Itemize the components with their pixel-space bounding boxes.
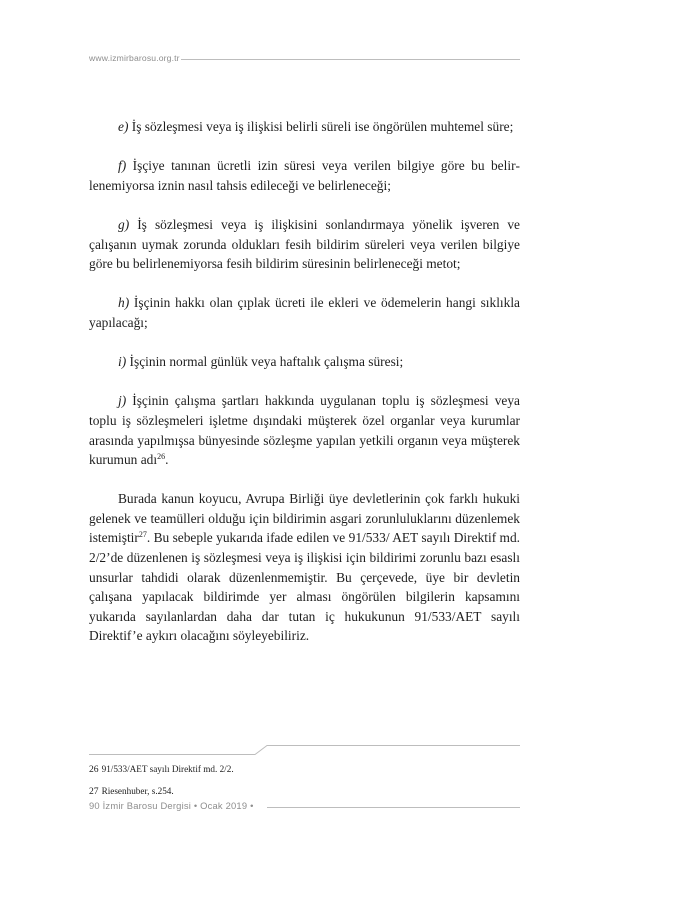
item-text: İşçinin normal günlük veya haftalık çalışma süresi;	[126, 354, 404, 370]
list-item-e	[89, 117, 520, 137]
main-paragraph-part2: . Bu sebeple yukarıda ifade edilen ve 91/533/ AET sayılı Direktif md. 2/2’de düzenlenen iş sözleşmesi veya iş ilişkisi için bildirimi zorunlu bazı esaslı unsurlar tahdidi olarak düzenlenmemiştir. Bu çerçevede, üye bir devletin çalışana yapılacak bildirimde yer alması öngörülen bilgilerin kapsamını yukarıda sayılanlardan daha dar tutan iç hukukunun 91/533/AET sayılı Direktif’e aykırı olacağını söyleyebiliriz.	[89, 530, 520, 644]
item-text: İş sözleşmesi veya iş ilişkisini sonlandırmaya yönelik işveren ve çalışanın uymak zorunda oldukları fesih bildirim süreleri veya verilen bilgiye göre bu belirlenemiyorsa fesih bildirim süresinin belirleneceği metot;	[89, 216, 520, 272]
list-item-g	[89, 215, 520, 274]
footnote-text: Riesenhuber, s.254.	[101, 786, 174, 796]
list-item-j	[89, 391, 520, 469]
footnote-ref-26[interactable]: 26	[157, 452, 166, 462]
item-label: h)	[118, 295, 130, 311]
page-header	[89, 50, 520, 70]
footnote-27	[89, 785, 520, 798]
footnote-separator	[89, 744, 520, 756]
website-url: www.izmirbarosu.org.tr	[89, 53, 180, 63]
item-text: İşçinin hakkı olan çıplak ücreti ile ekleri ve ödemelerin hangi sıklıkla yapılacağı;	[89, 295, 520, 330]
footnote-26	[89, 763, 520, 776]
footer-rule	[267, 807, 520, 808]
item-tail: .	[165, 452, 169, 468]
header-rule	[181, 59, 520, 60]
footnote-ref-27[interactable]: 27	[138, 530, 147, 540]
item-text: İş sözleşmesi veya iş ilişkisi belirli süreli ise öngörülen muhtemel süre;	[128, 119, 514, 134]
body-text	[89, 117, 520, 666]
item-label: g)	[118, 216, 130, 232]
page-footer	[89, 800, 520, 816]
footnote-number: 26	[89, 764, 99, 775]
item-label: f)	[118, 158, 127, 174]
list-item-i	[89, 352, 520, 372]
main-paragraph-part1: Burada kanun koyucu, Avrupa Birliği üye devletlerinin çok farklı hukuki gelenek ve teamülleri olduğu için bildirimin asgari zorunluluklarını düzenlemek istemiştir	[89, 491, 520, 546]
main-paragraph	[89, 489, 520, 646]
list-item-h	[89, 293, 520, 332]
item-label: e)	[118, 119, 129, 134]
footer-label: 90 İzmir Barosu Dergisi • Ocak 2019 •	[89, 800, 254, 811]
item-text: İşçinin çalışma şartları hakkında uygulanan toplu iş sözleşmesi veya toplu iş sözleşmeleri işletme dışındaki müşterek özel organlar veya kurumlar arasında yapılmışsa bünyesinde sözleşme yapılan yetkili organın veya müşterek kurumun adı	[89, 393, 520, 468]
footnote-text: 91/533/AET sayılı Direktif md. 2/2.	[101, 764, 234, 774]
item-label: i)	[118, 354, 127, 370]
item-text: İşçiye tanınan ücretli izin süresi veya verilen bilgiye göre bu belirlenemiyorsa iznin nasıl tahsis edileceği ve belirleneceği;	[89, 158, 520, 193]
footnote-number: 27	[89, 786, 99, 797]
item-label: j)	[118, 393, 127, 409]
list-item-f	[89, 156, 520, 195]
